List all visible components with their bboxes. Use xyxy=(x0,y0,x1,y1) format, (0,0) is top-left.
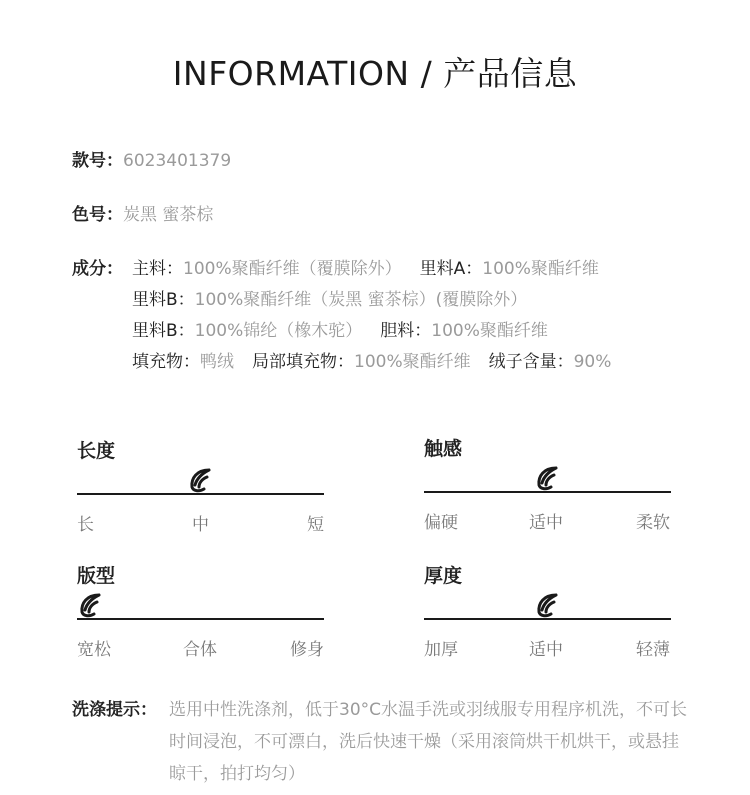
composition-line-4: 填充物：鸭绒 局部填充物：100%聚酯纤维 绒子含量：90% xyxy=(132,352,612,372)
length-scale-title: 长度 xyxy=(77,440,116,462)
color-number-label: 色号： xyxy=(72,205,123,225)
scale-label-mid: 中 xyxy=(192,515,209,535)
scale-label-right: 短 xyxy=(307,515,324,535)
composition-line-3: 里料B：100%锦纶（橡木驼） 胆料：100%聚酯纤维 xyxy=(132,321,548,341)
feather-marker-icon xyxy=(77,591,105,619)
fit-scale-title: 版型 xyxy=(77,565,116,587)
scale-label-left: 长 xyxy=(77,515,94,535)
feather-marker-icon xyxy=(534,464,562,492)
composition-line-2: 里料B：100%聚酯纤维（炭黑 蜜茶棕）(覆膜除外） xyxy=(132,290,528,310)
style-number-row xyxy=(72,150,231,172)
scale-line xyxy=(77,618,324,620)
composition-label: 成分： xyxy=(72,259,123,279)
page-title: INFORMATION / 产品信息 xyxy=(172,54,578,93)
color-number-value: 炭黑 蜜茶棕 xyxy=(123,205,214,225)
scale-label-mid: 适中 xyxy=(529,513,563,533)
feather-marker-icon xyxy=(187,466,215,494)
scale-label-left: 偏硬 xyxy=(424,513,458,533)
scale-label-left: 宽松 xyxy=(77,640,111,660)
feather-marker-icon xyxy=(534,591,562,619)
scale-label-mid: 合体 xyxy=(183,640,217,660)
thickness-scale-title: 厚度 xyxy=(424,565,463,587)
scale-label-mid: 适中 xyxy=(529,640,563,660)
scale-label-left: 加厚 xyxy=(424,640,458,660)
length-scale xyxy=(75,436,325,546)
wash-instructions-text: 选用中性洗涤剂，低于30°C水温手洗或羽绒服专用程序机洗，不可长时间浸泡，不可漂白，洗后快速干燥（采用滚筒烘干机烘干，或悬挂晾干，拍打均匀） xyxy=(169,700,688,784)
style-number-label: 款号： xyxy=(72,151,123,171)
fit-scale xyxy=(75,561,325,671)
composition-line-1: 主料：100%聚酯纤维（覆膜除外） 里料A：100%聚酯纤维 xyxy=(132,259,599,279)
style-number-value: 6023401379 xyxy=(123,151,232,171)
thickness-scale xyxy=(422,561,672,671)
color-number-row xyxy=(72,204,213,226)
touch-scale-title: 触感 xyxy=(424,438,463,460)
scale-label-right: 柔软 xyxy=(636,513,670,533)
touch-scale xyxy=(422,434,672,544)
scale-label-right: 修身 xyxy=(290,640,324,660)
wash-instructions-label: 洗涤提示： xyxy=(72,700,157,720)
scale-label-right: 轻薄 xyxy=(636,640,670,660)
